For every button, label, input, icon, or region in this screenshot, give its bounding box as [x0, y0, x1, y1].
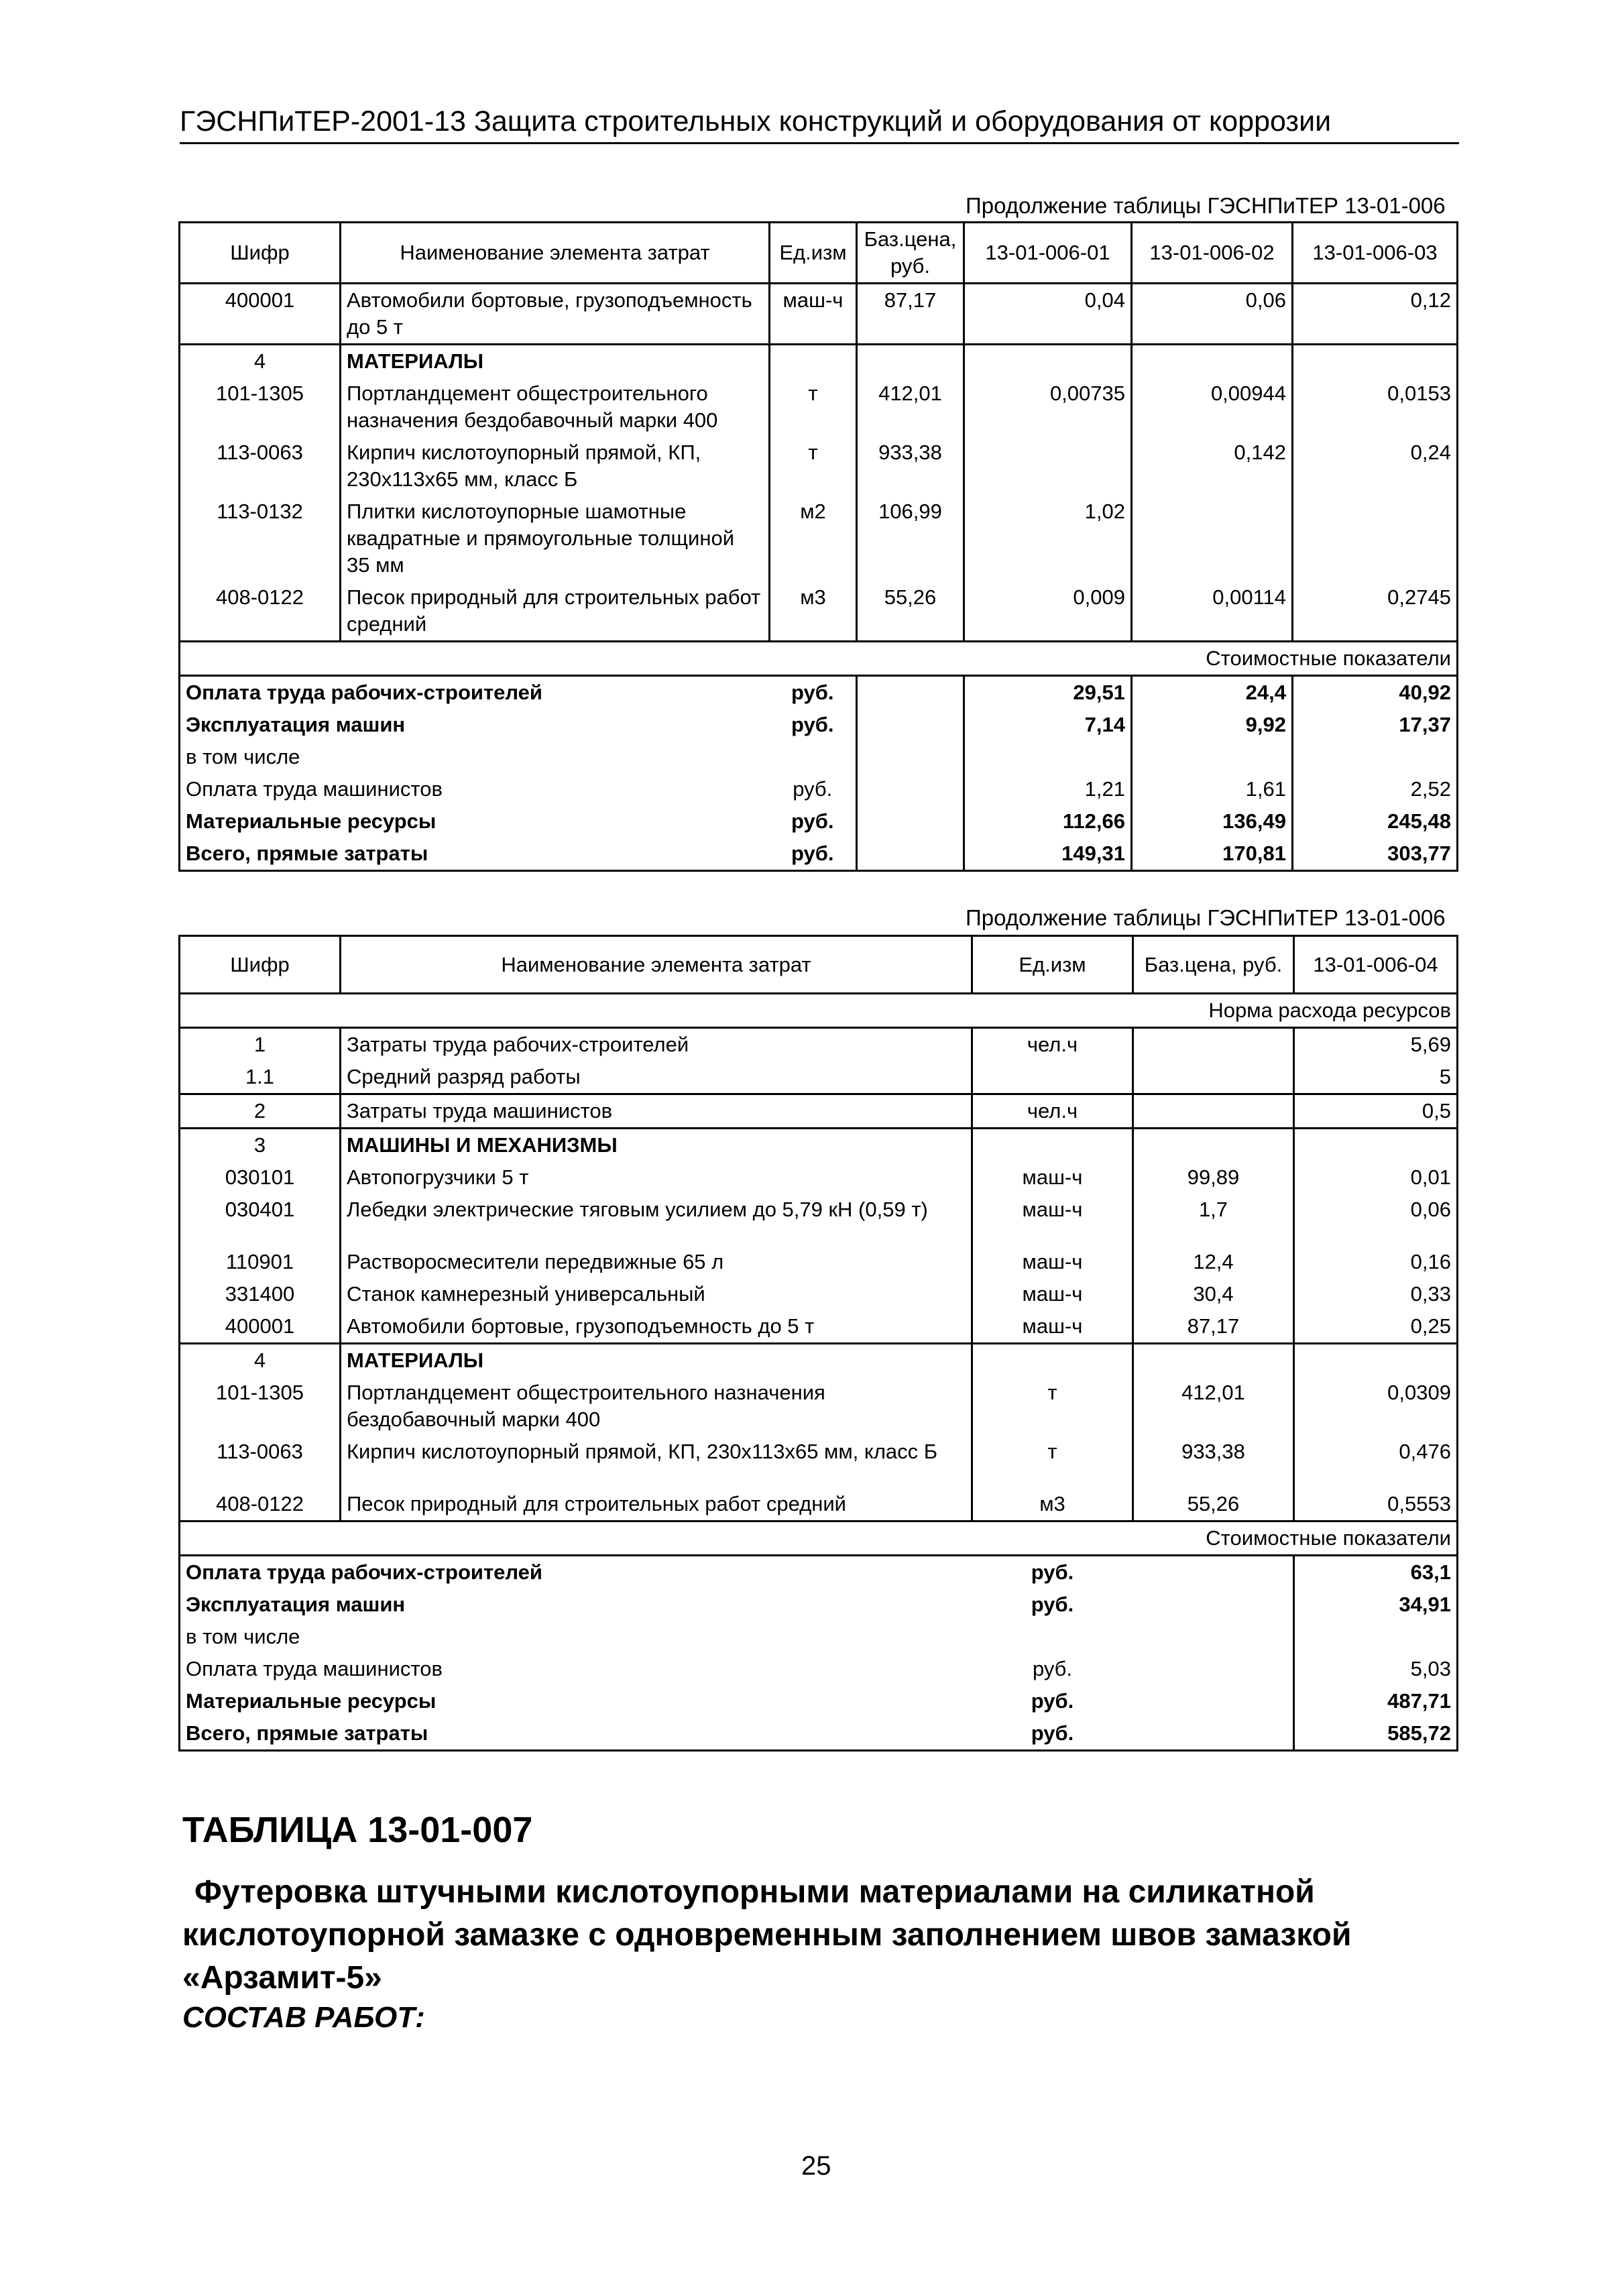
resource-name: Автомобили бортовые, грузоподъемность до 5 т — [341, 284, 770, 345]
resource-name: Средний разряд работы — [341, 1061, 972, 1094]
table-row — [180, 581, 1458, 642]
cost-13-01-006-03: 2,52 — [1293, 773, 1458, 805]
table-row — [180, 1061, 1458, 1094]
empty-cell — [857, 676, 964, 709]
resource-code: 101-1305 — [180, 378, 341, 437]
table-row — [180, 1488, 1458, 1522]
resource-unit: м3 — [770, 581, 857, 642]
table-row — [180, 1436, 1458, 1488]
value-13-01-006-03: 0,12 — [1293, 284, 1458, 345]
cost-13-01-006-04: 487,71 — [1294, 1685, 1458, 1717]
cost-unit: руб. — [1031, 1593, 1074, 1616]
resource-unit: маш-ч — [972, 1246, 1133, 1278]
base-price: 87,17 — [857, 284, 964, 345]
table-row — [180, 437, 1458, 496]
cost-13-01-006-02: 9,92 — [1132, 709, 1293, 741]
cost-row — [180, 709, 1458, 741]
resource-name: МАТЕРИАЛЫ — [341, 345, 770, 378]
cost-unit: руб. — [972, 1717, 1133, 1751]
resource-unit: т — [770, 437, 857, 496]
cost-13-01-006-03: 17,37 — [1293, 709, 1458, 741]
table1-header-col-1: 13-01-006-01 — [964, 223, 1132, 284]
base-price: 55,26 — [1133, 1488, 1294, 1522]
value-13-01-006-02: 0,00944 — [1132, 378, 1293, 437]
base-price: 412,01 — [857, 378, 964, 437]
cost-unit: руб. — [770, 773, 857, 805]
resource-unit: м3 — [972, 1488, 1133, 1522]
base-price — [1133, 1344, 1294, 1377]
table-description-line-1: Футеровка штучными кислотоупорными материалами на силикатной — [194, 1874, 1315, 1910]
cost-13-01-006-03: 303,77 — [1293, 838, 1458, 871]
base-price: 30,4 — [1133, 1278, 1294, 1310]
resource-code: 2 — [180, 1094, 341, 1129]
base-price: 12,4 — [1133, 1246, 1294, 1278]
table-description-line-3: «Арзамит-5» — [182, 1960, 382, 1996]
cost-row — [180, 1556, 1458, 1589]
table2-continuation-note: Продолжение таблицы ГЭСНПиТЕР 13-01-006 — [966, 905, 1446, 930]
table-row — [180, 496, 1458, 581]
resource-code: 101-1305 — [180, 1377, 341, 1436]
base-price: 933,38 — [857, 437, 964, 496]
cost-indicators-label: Стоимостные показатели — [180, 1522, 1458, 1556]
value-13-01-006-04: 0,16 — [1294, 1246, 1458, 1278]
resource-unit: маш-ч — [972, 1278, 1133, 1310]
base-price — [1133, 1094, 1294, 1129]
table-row — [180, 1194, 1458, 1246]
base-price: 412,01 — [1133, 1377, 1294, 1436]
cost-13-01-006-01: 112,66 — [964, 805, 1132, 838]
resource-code: 408-0122 — [180, 1488, 341, 1522]
table-row — [180, 1377, 1458, 1436]
cost-13-01-006-04: 5,03 — [1294, 1653, 1458, 1685]
cost-13-01-006-04: 34,91 — [1294, 1589, 1458, 1621]
resource-code: 400001 — [180, 1310, 341, 1344]
table1-header-col-2: 13-01-006-02 — [1132, 223, 1293, 284]
resource-code: 113-0132 — [180, 496, 341, 581]
cost-13-01-006-03: 245,48 — [1293, 805, 1458, 838]
table-row — [180, 1161, 1458, 1194]
table-row — [180, 1310, 1458, 1344]
table1-header-code: Шифр — [180, 223, 341, 284]
value-13-01-006-01: 1,02 — [964, 496, 1132, 581]
resource-unit — [972, 1344, 1133, 1377]
table2-header-unit: Ед.изм — [972, 936, 1133, 994]
cost-13-01-006-04: 585,72 — [1294, 1717, 1458, 1751]
cost-13-01-006-01: 29,51 — [964, 676, 1132, 709]
value-13-01-006-02: 0,06 — [1132, 284, 1293, 345]
resource-name: Лебедки электрические тяговым усилием до 5,79 кН (0,59 т) — [341, 1194, 972, 1246]
empty-cell — [1133, 1621, 1294, 1653]
table-row — [180, 284, 1458, 345]
value-13-01-006-04: 0,5553 — [1294, 1488, 1458, 1522]
resource-code: 1.1 — [180, 1061, 341, 1094]
empty-cell — [857, 838, 964, 871]
value-13-01-006-02 — [1132, 496, 1293, 581]
table2-header-code: Шифр — [180, 936, 341, 994]
resource-unit: маш-ч — [972, 1161, 1133, 1194]
resource-name: Автопогрузчики 5 т — [341, 1161, 972, 1194]
base-price: 87,17 — [1133, 1310, 1294, 1344]
value-13-01-006-01: 0,04 — [964, 284, 1132, 345]
cost-row — [180, 1717, 1458, 1751]
table1-cost-label-row — [180, 642, 1458, 676]
value-13-01-006-04: 0,5 — [1294, 1094, 1458, 1129]
table-row — [180, 1246, 1458, 1278]
value-13-01-006-01: 0,00735 — [964, 378, 1132, 437]
cost-name: Оплата труда рабочих-строителей — [180, 676, 770, 709]
works-composition-label: СОСТАВ РАБОТ: — [182, 2001, 425, 2034]
resource-unit: маш-ч — [972, 1310, 1133, 1344]
cost-unit: руб. — [770, 709, 857, 741]
resource-code: 113-0063 — [180, 1436, 341, 1488]
value-13-01-006-03: 0,2745 — [1293, 581, 1458, 642]
base-price: 55,26 — [857, 581, 964, 642]
base-price — [1133, 1129, 1294, 1162]
empty-cell — [857, 709, 964, 741]
resource-unit: т — [770, 378, 857, 437]
table1-header-unit: Ед.изм — [770, 223, 857, 284]
cost-unit: руб. — [1031, 1689, 1074, 1713]
table1-header-name: Наименование элемента затрат — [341, 223, 770, 284]
table1-header-price: Баз.цена, руб. — [857, 223, 964, 284]
value-13-01-006-04: 0,33 — [1294, 1278, 1458, 1310]
table2-cost-label-row — [180, 1522, 1458, 1556]
resource-name: Портландцемент общестроительного назначения бездобавочный марки 400 — [341, 1377, 972, 1436]
value-13-01-006-03 — [1293, 345, 1458, 378]
norm-label: Норма расхода ресурсов — [180, 994, 1458, 1028]
resource-code: 030401 — [180, 1194, 341, 1246]
resource-unit: т — [972, 1377, 1133, 1436]
empty-cell — [1133, 1717, 1294, 1751]
table2-header-row — [180, 936, 1458, 994]
cost-13-01-006-04 — [1294, 1621, 1458, 1653]
cost-unit: руб. — [770, 676, 857, 709]
table-row — [180, 345, 1458, 378]
resource-name: МАШИНЫ И МЕХАНИЗМЫ — [341, 1129, 972, 1162]
value-13-01-006-03: 0,0153 — [1293, 378, 1458, 437]
value-13-01-006-04: 0,25 — [1294, 1310, 1458, 1344]
value-13-01-006-04: 0,0309 — [1294, 1377, 1458, 1436]
resource-code: 110901 — [180, 1246, 341, 1278]
table1-continuation-note: Продолжение таблицы ГЭСНПиТЕР 13-01-006 — [966, 193, 1446, 218]
cost-13-01-006-03 — [1293, 741, 1458, 773]
cost-row — [180, 1685, 1458, 1717]
cost-unit: руб. — [1031, 1560, 1074, 1584]
cost-unit: руб. — [770, 838, 857, 871]
resource-name: МАТЕРИАЛЫ — [341, 1344, 972, 1377]
table2-header-price: Баз.цена, руб. — [1133, 936, 1294, 994]
cost-unit — [770, 741, 857, 773]
base-price: 99,89 — [1133, 1161, 1294, 1194]
value-13-01-006-04: 0,476 — [1294, 1436, 1458, 1488]
table2-norm-label-row — [180, 994, 1458, 1028]
resource-unit: м2 — [770, 496, 857, 581]
value-13-01-006-02 — [1132, 345, 1293, 378]
cost-13-01-006-01: 7,14 — [964, 709, 1132, 741]
base-price: 106,99 — [857, 496, 964, 581]
resource-unit — [770, 345, 857, 378]
resource-code: 113-0063 — [180, 437, 341, 496]
cost-name: Материальные ресурсы — [180, 805, 770, 838]
value-13-01-006-03 — [1293, 496, 1458, 581]
cost-name: Оплата труда рабочих-строителей — [180, 1556, 972, 1589]
resource-name: Станок камнерезный универсальный — [341, 1278, 972, 1310]
cost-unit: руб. — [1032, 1657, 1073, 1680]
value-13-01-006-02: 0,142 — [1132, 437, 1293, 496]
table-row — [180, 1278, 1458, 1310]
empty-cell — [1133, 1556, 1294, 1589]
running-header: ГЭСНПиТЕР-2001-13 Защита строительных конструкций и оборудования от коррозии — [180, 101, 1459, 144]
cost-name: Материальные ресурсы — [180, 1685, 972, 1717]
cost-13-01-006-02 — [1132, 741, 1293, 773]
resource-name: Автомобили бортовые, грузоподъемность до 5 т — [341, 1310, 972, 1344]
cost-name: Всего, прямые затраты — [180, 1717, 972, 1751]
cost-row — [180, 1589, 1458, 1621]
table-row — [180, 1344, 1458, 1377]
cost-13-01-006-01: 149,31 — [964, 838, 1132, 871]
value-13-01-006-01 — [964, 345, 1132, 378]
resource-name: Затраты труда машинистов — [341, 1094, 972, 1129]
table-row — [180, 1094, 1458, 1129]
value-13-01-006-02: 0,00114 — [1132, 581, 1293, 642]
empty-cell — [1133, 1685, 1294, 1717]
resource-code: 030101 — [180, 1161, 341, 1194]
resource-unit: маш-ч — [972, 1194, 1133, 1246]
cost-row — [180, 676, 1458, 709]
resource-unit: маш-ч — [770, 284, 857, 345]
table1-header-col-3: 13-01-006-03 — [1293, 223, 1458, 284]
resource-unit: т — [972, 1436, 1133, 1488]
resource-name: Песок природный для строительных работ средний — [341, 1488, 972, 1522]
value-13-01-006-04: 5 — [1294, 1061, 1458, 1094]
empty-cell — [1133, 1653, 1294, 1685]
empty-cell — [857, 773, 964, 805]
table-row — [180, 1129, 1458, 1162]
cost-13-01-006-02: 24,4 — [1132, 676, 1293, 709]
resource-code: 408-0122 — [180, 581, 341, 642]
cost-name: в том числе — [180, 1621, 972, 1653]
base-price — [857, 345, 964, 378]
base-price: 933,38 — [1133, 1436, 1294, 1488]
cost-name: Эксплуатация машин — [180, 709, 770, 741]
resource-unit: чел.ч — [972, 1028, 1133, 1061]
value-13-01-006-04: 5,69 — [1294, 1028, 1458, 1061]
resource-unit: чел.ч — [972, 1094, 1133, 1129]
cost-13-01-006-03: 40,92 — [1293, 676, 1458, 709]
resource-name: Песок природный для строительных работ средний — [341, 581, 770, 642]
cost-indicators-label: Стоимостные показатели — [180, 642, 1458, 676]
cost-13-01-006-02: 1,61 — [1132, 773, 1293, 805]
resource-code: 331400 — [180, 1278, 341, 1310]
table-row — [180, 1028, 1458, 1061]
resource-unit — [972, 1129, 1133, 1162]
empty-cell — [857, 741, 964, 773]
cost-13-01-006-02: 170,81 — [1132, 838, 1293, 871]
base-price — [1133, 1061, 1294, 1094]
empty-cell — [1133, 1589, 1294, 1621]
cost-row — [180, 741, 1458, 773]
resource-code: 400001 — [180, 284, 341, 345]
resource-name: Кирпич кислотоупорный прямой, КП, 230х113х65 мм, класс Б — [341, 1436, 972, 1488]
resource-name: Портландцемент общестроительного назначения бездобавочный марки 400 — [341, 378, 770, 437]
resource-code: 4 — [180, 1344, 341, 1377]
table-title: ТАБЛИЦА 13-01-007 — [182, 1810, 533, 1850]
resource-code: 4 — [180, 345, 341, 378]
table2-header-name: Наименование элемента затрат — [341, 936, 972, 994]
table1 — [178, 221, 1458, 872]
resource-code: 3 — [180, 1129, 341, 1162]
resource-name: Растворосмесители передвижные 65 л — [341, 1246, 972, 1278]
cost-13-01-006-01: 1,21 — [964, 773, 1132, 805]
value-13-01-006-04: 0,06 — [1294, 1194, 1458, 1246]
resource-code: 1 — [180, 1028, 341, 1061]
cost-name: в том числе — [180, 741, 770, 773]
cost-row — [180, 1653, 1458, 1685]
cost-13-01-006-04: 63,1 — [1294, 1556, 1458, 1589]
cost-13-01-006-01 — [964, 741, 1132, 773]
resource-name: Плитки кислотоупорные шамотные квадратные и прямоугольные толщиной 35 мм — [341, 496, 770, 581]
cost-name: Эксплуатация машин — [180, 1589, 972, 1621]
resource-unit — [972, 1061, 1133, 1094]
base-price — [1133, 1028, 1294, 1061]
cost-unit: руб. — [770, 805, 857, 838]
empty-cell — [857, 805, 964, 838]
table1-header-row — [180, 223, 1458, 284]
value-13-01-006-01 — [964, 437, 1132, 496]
table2-header-col-4: 13-01-006-04 — [1294, 936, 1458, 994]
value-13-01-006-04 — [1294, 1344, 1458, 1377]
value-13-01-006-03: 0,24 — [1293, 437, 1458, 496]
value-13-01-006-01: 0,009 — [964, 581, 1132, 642]
value-13-01-006-04: 0,01 — [1294, 1161, 1458, 1194]
cost-name: Оплата труда машинистов — [180, 773, 770, 805]
table2 — [178, 935, 1458, 1752]
resource-name: Затраты труда рабочих-строителей — [341, 1028, 972, 1061]
table-description-line-2: кислотоупорной замазке с одновременным заполнением швов замазкой — [182, 1917, 1352, 1953]
cost-name: Оплата труда машинистов — [180, 1653, 972, 1685]
cost-unit — [972, 1621, 1133, 1653]
cost-row — [180, 805, 1458, 838]
base-price: 1,7 — [1133, 1194, 1294, 1246]
resource-name: Кирпич кислотоупорный прямой, КП, 230х113х65 мм, класс Б — [341, 437, 770, 496]
cost-row — [180, 838, 1458, 871]
value-13-01-006-04 — [1294, 1129, 1458, 1162]
cost-row — [180, 773, 1458, 805]
cost-13-01-006-02: 136,49 — [1132, 805, 1293, 838]
cost-row — [180, 1621, 1458, 1653]
page-number: 25 — [801, 2151, 831, 2181]
cost-name: Всего, прямые затраты — [180, 838, 770, 871]
table-row — [180, 378, 1458, 437]
